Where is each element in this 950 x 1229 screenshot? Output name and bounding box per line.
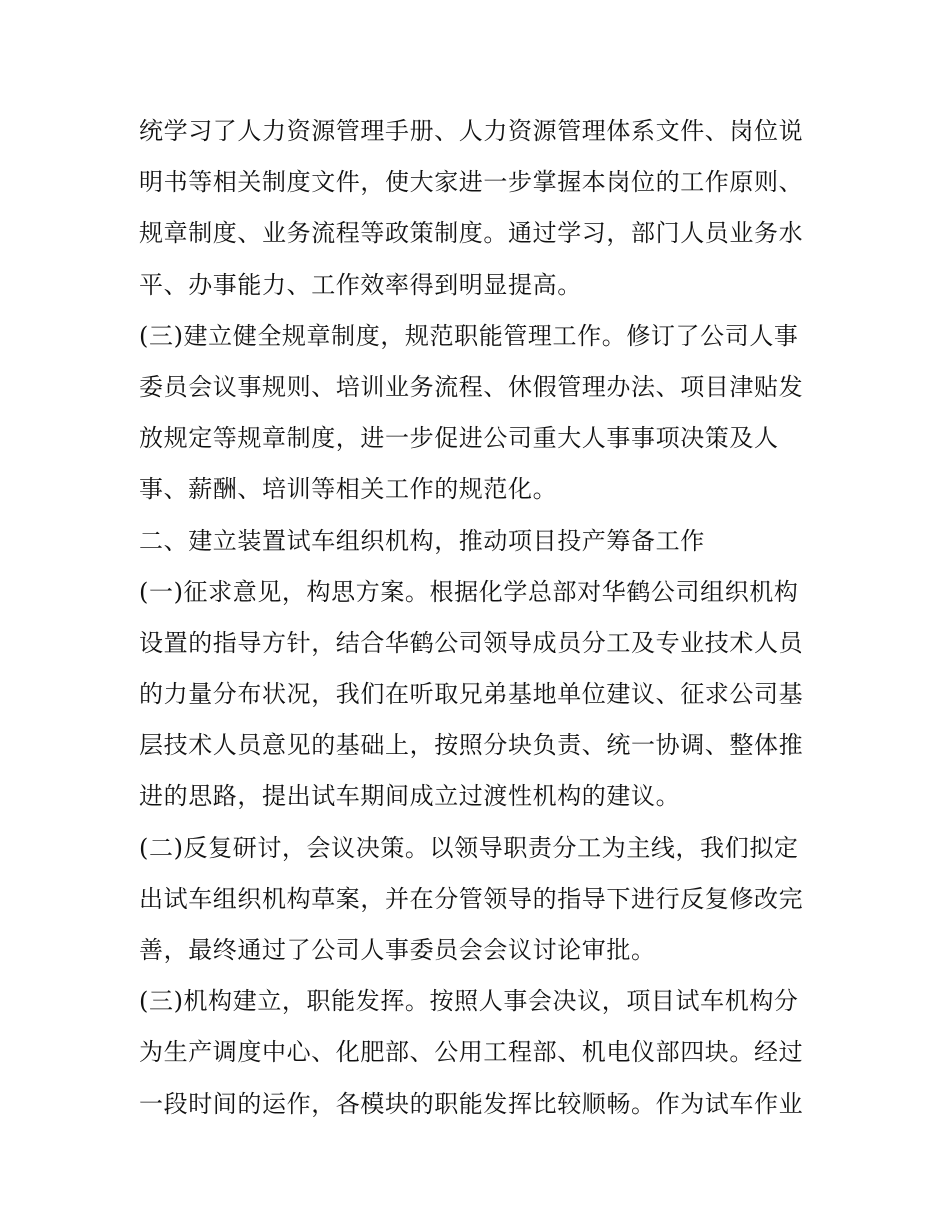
text-line: 委员会议事规则、培训业务流程、休假管理办法、项目津贴发 <box>139 372 804 401</box>
text-line: 设置的指导方针，结合华鹤公司领导成员分工及专业技术人员 <box>139 628 804 657</box>
text-line: (三)建立健全规章制度，规范职能管理工作。修订了公司人事 <box>139 321 799 350</box>
section-heading: 二、建立装置试车组织机构，推动项目投产筹备工作 <box>139 526 705 555</box>
text-line: 善，最终通过了公司人事委员会会议讨论审批。 <box>139 936 656 964</box>
text-line: 的力量分布状况，我们在听取兄弟基地单位建议、征求公司基 <box>139 680 804 709</box>
text-line: 出试车组织机构草案，并在分管领导的指导下进行反复修改完 <box>139 884 804 913</box>
document-body <box>139 106 819 1130</box>
text-line: (二)反复研讨，会议决策。以领导职责分工为主线，我们拟定 <box>139 833 799 862</box>
text-line: (三)机构建立，职能发挥。按照人事会决议，项目试车机构分 <box>139 987 799 1016</box>
text-line: (一)征求意见，构思方案。根据化学总部对华鹤公司组织机构 <box>139 577 799 606</box>
text-line: 明书等相关制度文件，使大家进一步掌握本岗位的工作原则、 <box>139 168 804 197</box>
text-line: 一段时间的运作，各模块的职能发挥比较顺畅。作为试车作业 <box>139 1089 804 1118</box>
text-line: 层技术人员意见的基础上，按照分块负责、统一协调、整体推 <box>139 731 804 760</box>
text-line: 规章制度、业务流程等政策制度。通过学习，部门人员业务水 <box>139 219 804 248</box>
text-line: 平、办事能力、工作效率得到明显提高。 <box>139 270 582 299</box>
text-line: 为生产调度中心、化肥部、公用工程部、机电仪部四块。经过 <box>139 1038 804 1067</box>
text-line: 统学习了人力资源管理手册、人力资源管理体系文件、岗位说 <box>139 117 804 145</box>
text-line: 放规定等规章制度，进一步促进公司重大人事事项决策及人 <box>139 424 779 453</box>
text-line: 进的思路，提出试车期间成立过渡性机构的建议。 <box>139 782 681 811</box>
text-line: 事、薪酬、培训等相关工作的规范化。 <box>139 475 558 504</box>
